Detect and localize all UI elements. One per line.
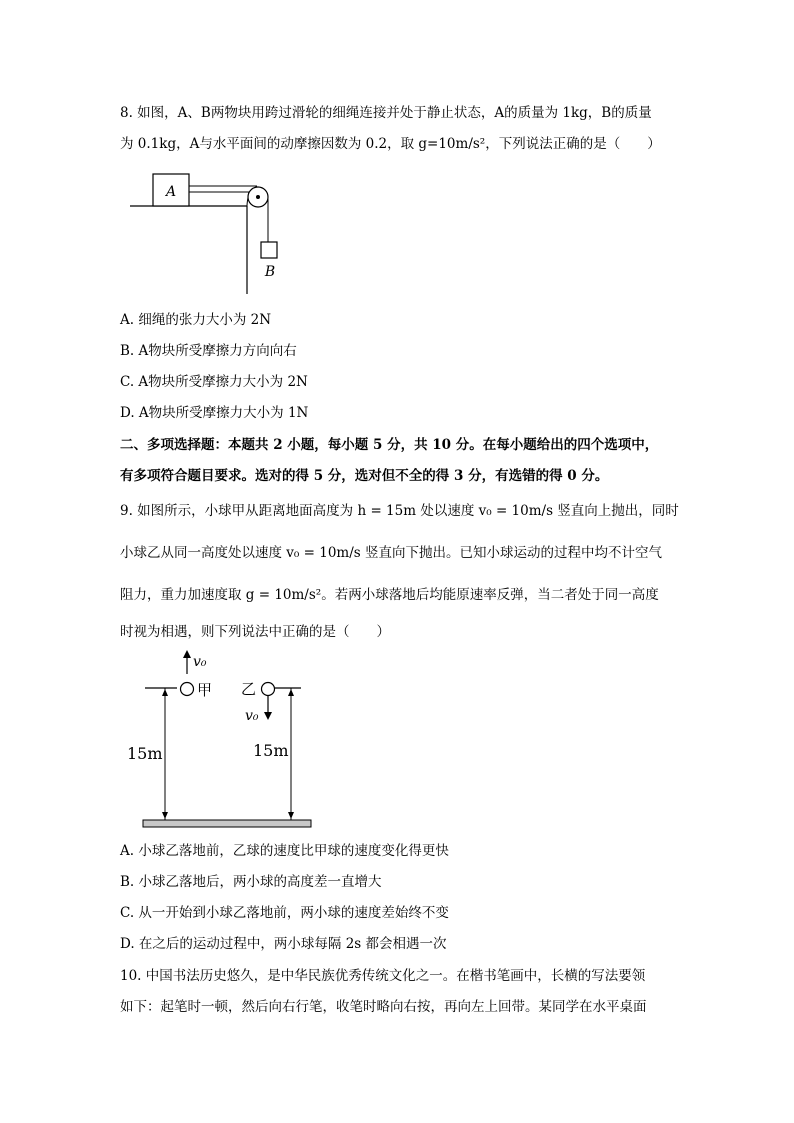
q9-option-b: B. 小球乙落地后，两小球的高度差一直增大: [120, 874, 382, 890]
q10-stem-line1: 10. 中国书法历史悠久，是中华民族优秀传统文化之一。在楷书笔画中，长横的写法要领: [120, 968, 646, 984]
q8-pulley-figure: [125, 166, 295, 296]
q8-stem-line2: 为 0.1kg，A与水平面间的动摩擦因数为 0.2，取 g=10m/s²，下列说法正确的是（ ）: [120, 136, 661, 152]
q9-stem-line4: 时视为相遇，则下列说法中正确的是（ ）: [120, 624, 390, 640]
q9-label-yi: 乙: [241, 680, 257, 698]
section2-header-line1: 二、多项选择题：本题共 2 小题，每小题 5 分，共 10 分。在每小题给出的四个选项中，: [120, 437, 659, 453]
q8-option-a: A. 细绳的张力大小为 2N: [120, 312, 272, 328]
section2-header-line2: 有多项符合题目要求。选对的得 5 分，选对但不全的得 3 分，有选错的得 0 分。: [120, 468, 609, 484]
q9-option-d: D. 在之后的运动过程中，两小球每隔 2s 都会相遇一次: [120, 936, 447, 952]
q9-v0-left: v₀: [193, 654, 207, 670]
q8-stem-line1: 8. 如图，A、B两物块用跨过滑轮的细绳连接并处于静止状态，A的质量为 1kg，B的质量: [120, 105, 652, 121]
q9-stem-line2: 小球乙从同一高度处以速度 v₀ = 10m/s 竖直向下抛出。已知小球运动的过程中均不计空气: [120, 545, 662, 561]
q8-label-b: B: [264, 264, 276, 280]
q8-option-b: B. A物块所受摩擦力方向向右: [120, 343, 297, 359]
q9-label-jia: 甲: [197, 681, 213, 699]
q8-label-a: A: [165, 184, 177, 200]
q9-stem-line1: 9. 如图所示，小球甲从距离地面高度为 h = 15m 处以速度 v₀ = 10m/s 竖直向上抛出，同时: [120, 503, 679, 519]
q8-option-c: C. A物块所受摩擦力大小为 2N: [120, 374, 308, 390]
q9-stem-line3: 阻力，重力加速度取 g = 10m/s²。若两小球落地后均能原速率反弹，当二者处于同一高度: [120, 587, 659, 603]
q9-v0-right: v₀: [245, 708, 259, 724]
q8-option-d: D. A物块所受摩擦力大小为 1N: [120, 405, 309, 421]
q9-projectile-figure: [127, 648, 325, 834]
q10-stem-line2: 如下：起笔时一顿，然后向右行笔，收笔时略向右按，再向左上回带。某同学在水平桌面: [120, 999, 647, 1015]
q9-option-a: A. 小球乙落地前，乙球的速度比甲球的速度变化得更快: [120, 843, 449, 859]
q9-height-right: 15m: [253, 741, 289, 760]
q9-option-c: C. 从一开始到小球乙落地前，两小球的速度差始终不变: [120, 905, 449, 921]
q9-height-left: 15m: [127, 744, 163, 763]
